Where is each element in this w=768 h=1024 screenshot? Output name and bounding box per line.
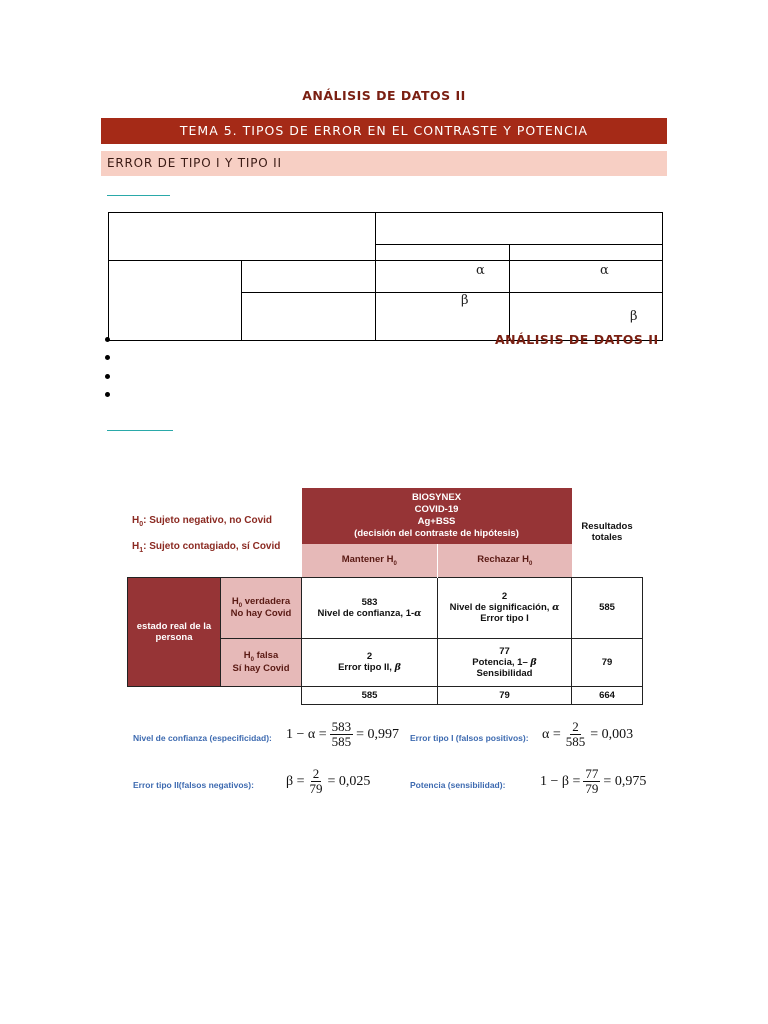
beta-symbol: β [630,309,638,324]
col-keep-text: Mantener H [341,553,394,565]
row-label-real-state [128,577,221,686]
totals-header-text: Resultados totales [581,521,633,544]
row-label-text: estado real de la persona [136,620,212,643]
bullet [105,355,110,360]
cell-label: Potencia, 1– [472,656,528,668]
type1-formula [542,720,633,749]
type2-formula [286,767,370,796]
denominator: 79 [309,781,323,796]
cell-label: Nivel de significación, [449,602,550,613]
table-spacer [128,544,302,577]
formula-result: = 0,997 [356,726,400,742]
subscript: 0 [393,560,397,567]
numerator: 2 [312,766,320,781]
alpha-symbol: α [414,607,422,619]
formula-result: = 0,003 [590,726,634,742]
bullet [105,337,110,342]
h0-false-text: falsa [253,650,279,662]
col2-total: 79 [438,686,572,704]
header-line: BIOSYNEX [411,492,462,503]
biosynex-table [127,488,643,705]
cell-true-positive [438,638,572,686]
formula-lhs: 1 − β = [540,773,581,789]
yes-covid-text: Sí hay Covid [232,662,290,674]
document-title: ANÁLISIS DE DATOS II [302,88,466,103]
denominator: 79 [585,781,599,796]
h0-letter: H [132,515,140,526]
col-reject-h0 [438,544,572,577]
table-col-reject [510,245,663,261]
h1-letter: H [132,541,140,552]
table-row-label [109,261,242,341]
topic-banner: TEMA 5. TIPOS DE ERROR EN EL CONTRASTE Y POTENCIA [101,118,667,144]
header-line: Ag+BSS [417,516,456,527]
table-row-h0-false [242,293,376,341]
table-cell-confidence [376,261,510,293]
header-line: COVID-19 [414,504,459,515]
table-corner-cell [109,213,376,261]
cell-true-negative [302,577,438,638]
beta-symbol: β [394,662,401,673]
alpha-symbol: α [476,263,485,278]
table-spacer [128,686,302,704]
table-col-keep [376,245,510,261]
formula-result: = 0,975 [603,773,647,789]
cell-value: 2 [501,591,508,602]
decision-table [108,212,663,341]
cell-value: 583 [361,596,378,608]
biosynex-header [302,488,572,544]
cell-label: Nivel de confianza, 1- [317,607,415,619]
header-line: (decisión del contraste de hipótesis) [354,528,519,539]
fraction [308,767,325,796]
numerator: 77 [585,766,599,781]
h1-subscript: 1 [139,547,144,554]
row-h0-false [221,638,302,686]
formula-result: = 0,025 [327,773,371,789]
cell-false-negative [302,638,438,686]
subscript: 0 [528,560,533,567]
bullet [105,392,110,397]
fraction [564,720,588,749]
col-keep-h0 [302,544,438,577]
fraction [583,767,600,796]
section-banner: ERROR DE TIPO I Y TIPO II [101,151,667,176]
numerator: 2 [572,719,579,734]
type2-label: Error tipo II(falsos negativos): [133,780,254,790]
bullet [105,374,110,379]
h0-letter: H [243,650,251,662]
link-underline[interactable] [107,430,173,431]
denominator: 585 [331,734,352,749]
table-row-h0-true [242,261,376,293]
type1-label: Error tipo I (falsos positivos): [410,733,529,743]
power-label: Potencia (sensibilidad): [410,780,506,790]
cell-false-positive [438,577,572,638]
link-underline[interactable] [107,195,170,196]
subscript: 0 [250,656,254,663]
row1-total: 585 [572,577,643,638]
confidence-formula [286,720,399,749]
power-formula [540,767,646,796]
beta-symbol: β [530,656,537,668]
grand-total: 664 [572,686,643,704]
confidence-label: Nivel de confianza (especificidad): [133,733,272,743]
fraction [330,720,354,749]
table-cell-type1 [510,261,663,293]
cell-value: 2 [366,651,373,662]
subscript: 0 [238,602,243,609]
beta-symbol: β [461,293,469,308]
table-cell-type2 [376,293,510,341]
cell-label: Sensibilidad [476,667,533,679]
h0-text: : Sujeto negativo, no Covid [143,515,273,526]
cell-value: 77 [499,645,510,657]
cell-label: Error tipo I [480,613,529,624]
overlapping-title: ANÁLISIS DE DATOS II [495,332,659,347]
h0-true-text: verdadera [242,595,291,607]
no-covid-text: No hay Covid [230,608,292,620]
denominator: 585 [565,734,586,749]
cell-label: Error tipo II, [338,662,392,673]
formula-lhs: 1 − α = [286,726,327,742]
h0-letter: H [231,595,239,607]
formula-lhs: β = [286,773,305,789]
table-decision-header [376,213,663,245]
totals-header [572,488,643,577]
h0-subscript: 0 [139,521,144,528]
alpha-symbol: α [600,263,609,278]
table-spacer [128,488,302,544]
col-reject-text: Rechazar H [477,553,529,565]
alpha-symbol: α [552,602,560,613]
row2-total: 79 [572,638,643,686]
formula-lhs: α = [542,726,561,742]
row-h0-true [221,577,302,638]
numerator: 583 [331,719,352,734]
h1-text: : Sujeto contagiado, sí Covid [143,541,281,552]
col1-total: 585 [302,686,438,704]
